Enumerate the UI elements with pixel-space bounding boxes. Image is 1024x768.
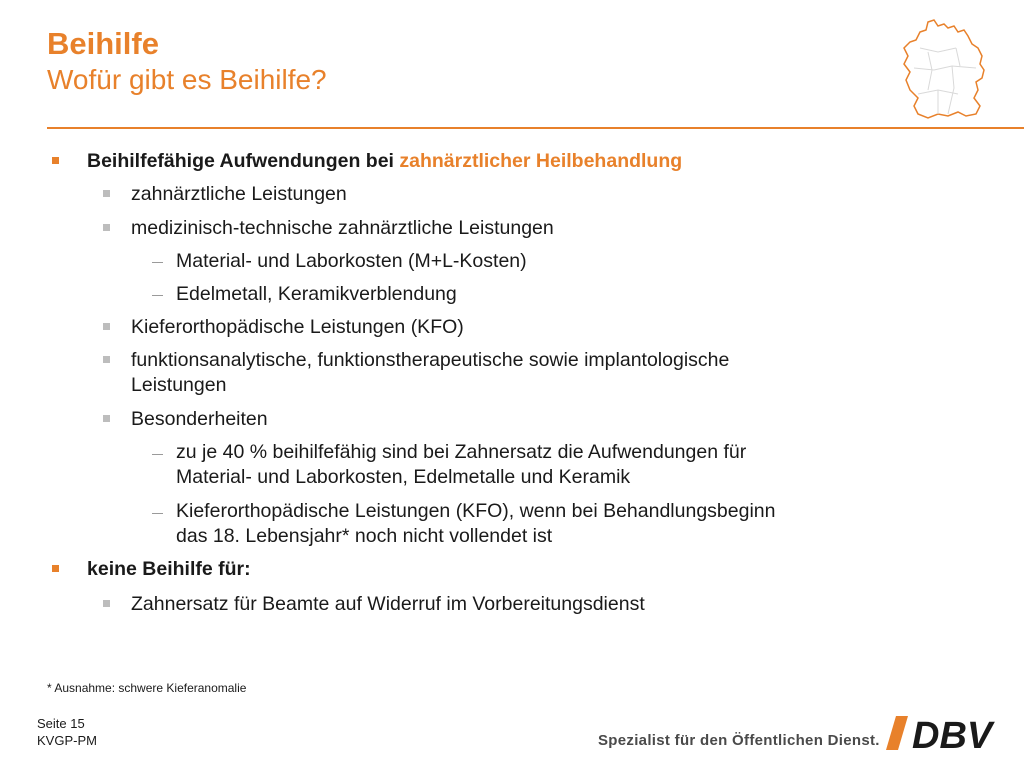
section-heading-text: Beihilfefähige Aufwendungen bei [87,150,400,172]
list-item: medizinisch-technische zahnärztliche Leistungen [131,217,554,239]
list-item: Kieferorthopädische Leistungen (KFO), wenn bei Behandlungsbeginn [176,500,776,522]
list-item-continuation: Material- und Laborkosten, Edelmetalle und Keramik [176,466,631,488]
list-item: Edelmetall, Keramikverblendung [176,283,457,305]
bullet-square [52,565,59,572]
list-item-continuation: das 18. Lebensjahr* noch nicht vollendet ist [176,525,553,547]
slogan: Spezialist für den Öffentlichen Dienst. [598,732,880,749]
section-heading: keine Beihilfe für: [87,558,251,580]
section-heading-highlight: zahnärztlicher Heilbehandlung [399,150,683,172]
bullet-square [103,323,110,330]
dbv-logo [886,714,1002,752]
list-item-continuation: Leistungen [131,374,227,396]
list-item: zu je 40 % beihilfefähig sind bei Zahnersatz die Aufwendungen für [176,441,747,463]
bullet-dash [152,295,163,296]
bullet-dash [152,454,163,455]
list-item: Besonderheiten [131,408,268,430]
header-divider [47,127,1024,129]
bullet-square [103,415,110,422]
bullet-square [103,224,110,231]
list-item: funktionsanalytische, funktionstherapeutische sowie implantologische [131,349,730,371]
bullet-square [103,600,110,607]
list-item: zahnärztliche Leistungen [131,183,347,205]
section-heading [87,149,682,174]
page-info [37,715,97,749]
bullet-dash [152,513,163,514]
bullet-square [103,356,110,363]
bullet-square [103,190,110,197]
footnote: * Ausnahme: schwere Kieferanomalie [47,681,247,695]
document-code: KVGP-PM [37,733,97,748]
logo-text: DBV [912,715,993,752]
germany-map-icon [898,18,990,120]
list-item: Zahnersatz für Beamte auf Widerruf im Vorbereitungsdienst [131,593,645,615]
page-number: Seite 15 [37,716,85,731]
bullet-dash [152,262,163,263]
bullet-square [52,157,59,164]
page-title: Beihilfe [47,26,159,61]
list-item: Material- und Laborkosten (M+L-Kosten) [176,250,527,272]
list-item: Kieferorthopädische Leistungen (KFO) [131,316,464,338]
page-subtitle: Wofür gibt es Beihilfe? [47,64,327,95]
